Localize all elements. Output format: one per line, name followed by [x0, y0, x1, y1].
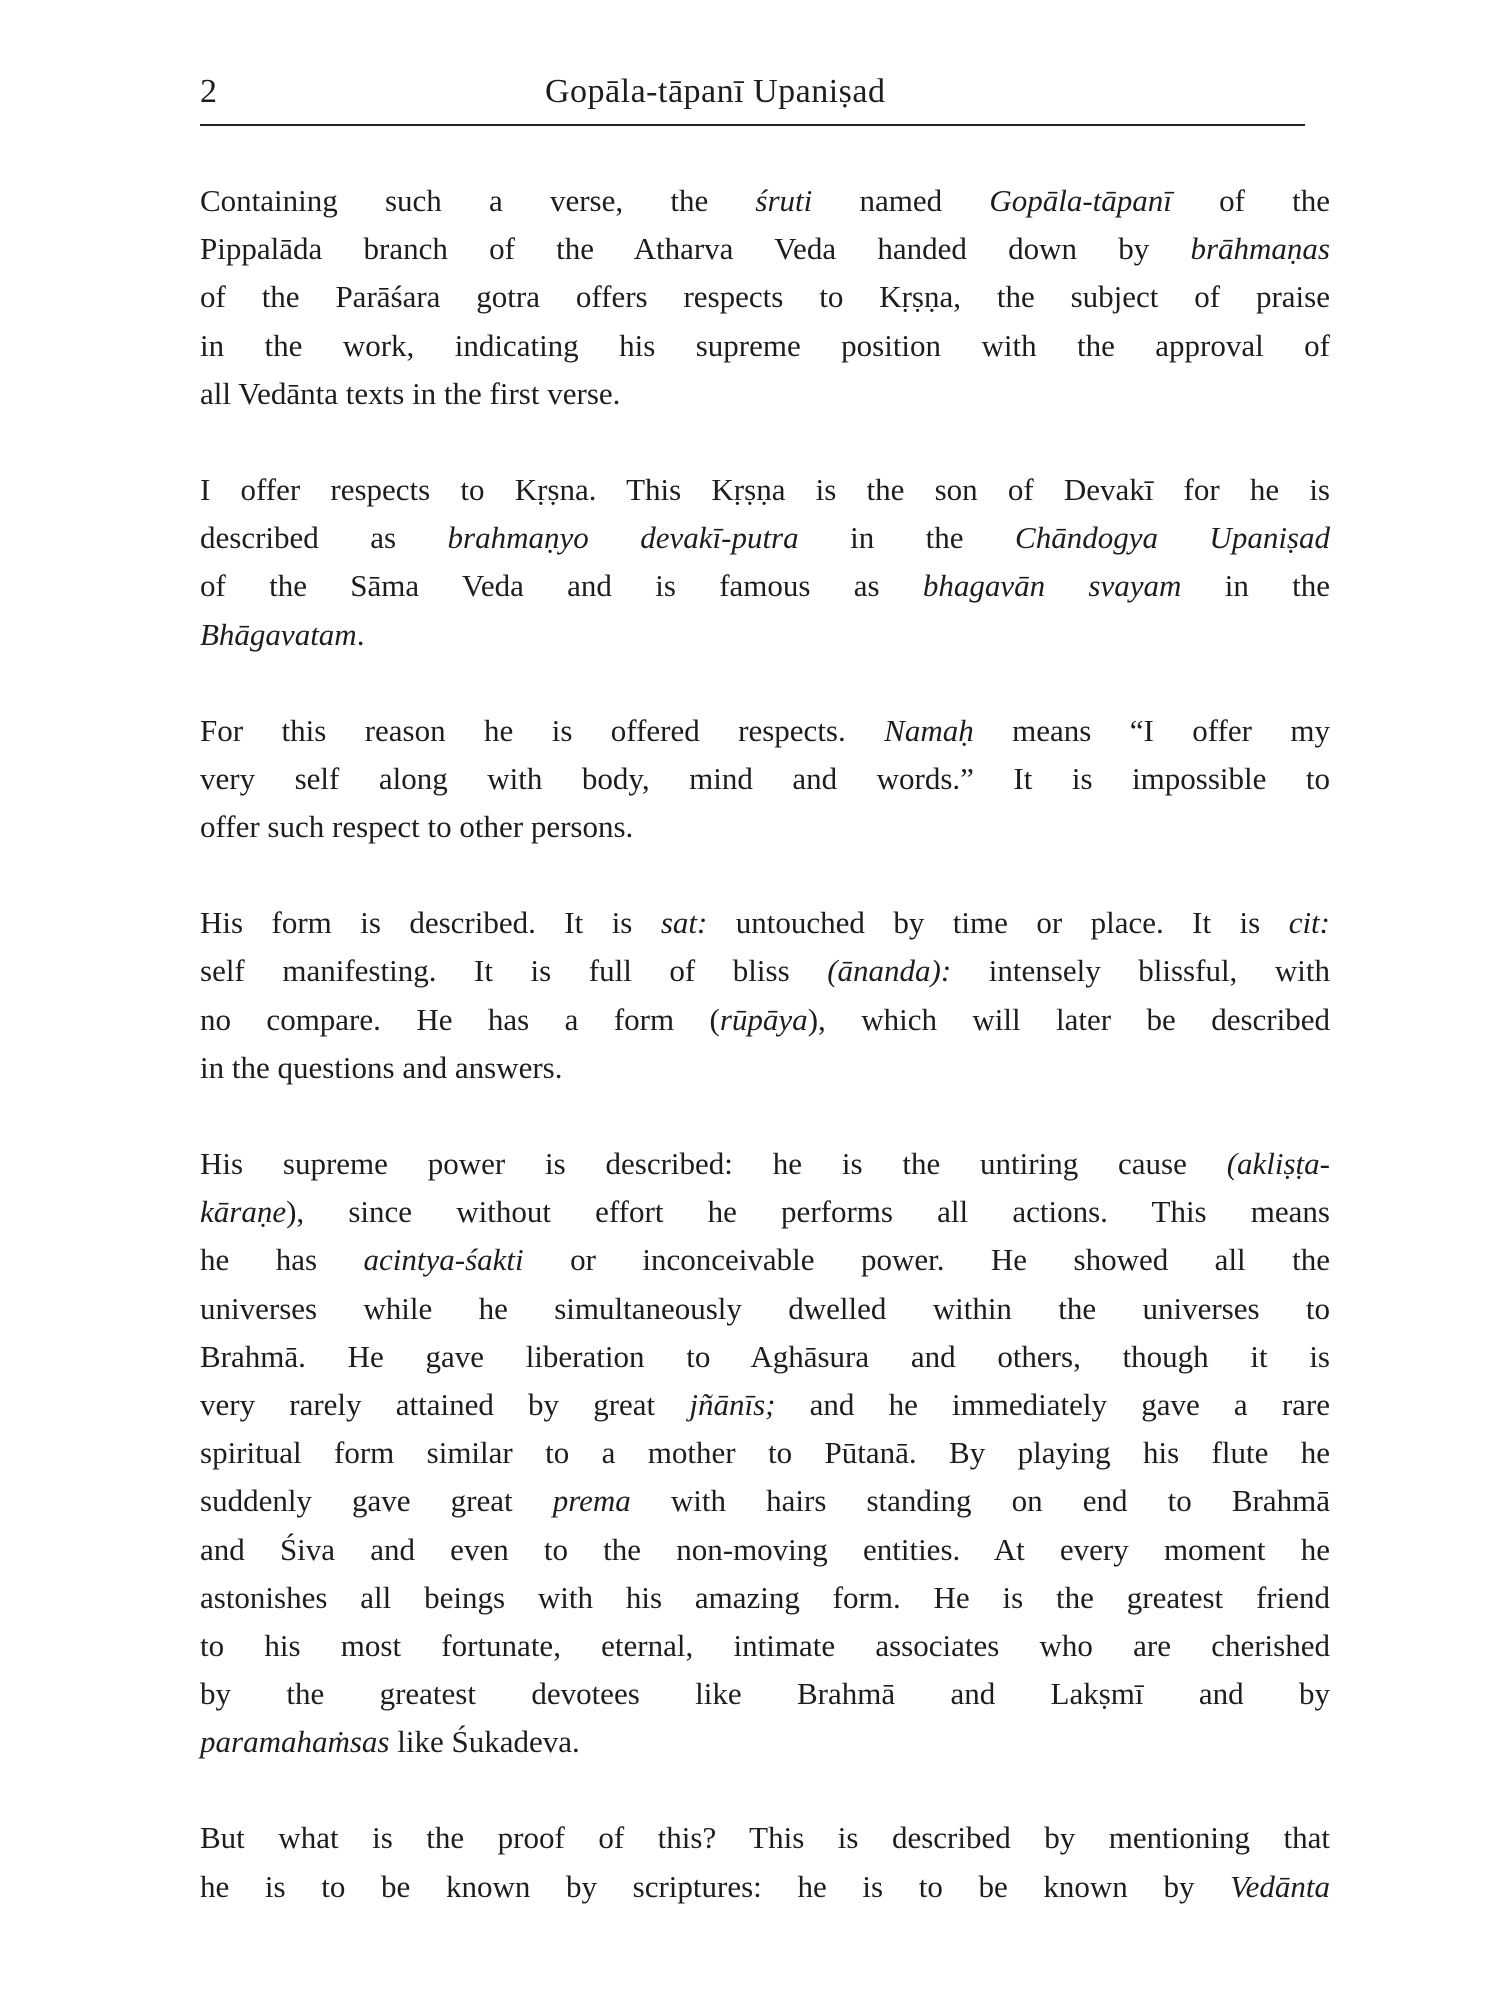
- text-run: with hairs standing on end to Brahmā: [630, 1483, 1330, 1519]
- text-line: [200, 370, 1330, 418]
- text-run: .: [356, 616, 365, 652]
- italic-term: (ānanda):: [827, 953, 952, 989]
- text-run: ), since without effort he performs all actions. This means: [286, 1194, 1330, 1230]
- text-run: intensely blissful, with: [951, 953, 1330, 989]
- text-line: [200, 466, 1330, 514]
- text-line: [200, 562, 1330, 610]
- text-run: ), which will later be described: [807, 1001, 1330, 1037]
- text-line: [200, 611, 1330, 659]
- text-run: offer such respect to other persons.: [200, 809, 634, 845]
- text-line: [200, 225, 1330, 273]
- italic-term: jñānīs;: [689, 1386, 776, 1422]
- text-run: His supreme power is described: he is the untiring cause: [200, 1146, 1227, 1181]
- text-run: astonishes all beings with his amazing form. He is the greatest friend: [200, 1579, 1330, 1615]
- italic-term: Namaḥ: [884, 712, 974, 748]
- text-run: For this reason he is offered respects.: [200, 712, 885, 748]
- text-line: [200, 1622, 1330, 1670]
- italic-term: brahmaṇyo devakī-putra: [447, 520, 799, 556]
- text-run: His form is described. It is: [200, 905, 661, 941]
- text-line: [200, 1140, 1330, 1188]
- text-run: universes while he simultaneously dwelled within the universes to: [200, 1290, 1330, 1326]
- italic-term: bhagavān svayam: [922, 568, 1182, 604]
- text-line: [200, 1333, 1330, 1381]
- text-run: self manifesting. It is full of bliss: [200, 953, 828, 989]
- text-line: [200, 707, 1330, 755]
- text-run: means “I offer my: [973, 712, 1330, 748]
- italic-term: Gopāla-tāpanī: [989, 183, 1172, 218]
- text-line: [200, 1477, 1330, 1525]
- italic-term: Bhāgavatam: [200, 616, 357, 652]
- italic-term: acintya-śakti: [363, 1242, 524, 1278]
- italic-term: rūpāya: [719, 1001, 808, 1037]
- text-line: [200, 1863, 1330, 1911]
- text-run: I offer respects to Kṛṣna. This Kṛṣṇa is the son of Devakī for he is: [200, 471, 1330, 507]
- text-line: [200, 273, 1330, 321]
- text-line: [200, 947, 1330, 995]
- text-run: spiritual form similar to a mother to Pūtanā. By playing his flute he: [200, 1435, 1330, 1471]
- text-run: Pippalāda branch of the Atharva Veda handed down by: [200, 231, 1191, 267]
- italic-term: (akliṣṭa-: [1226, 1146, 1330, 1181]
- text-run: he has: [200, 1242, 364, 1278]
- text-line: [200, 899, 1330, 947]
- running-title: Gopāla-tāpanī Upaniṣad: [545, 73, 886, 110]
- text-run: suddenly gave great: [200, 1483, 553, 1519]
- text-run: no compare. He has a form (: [200, 1001, 720, 1037]
- italic-term: sat:: [660, 905, 708, 941]
- paragraph: [200, 177, 1330, 418]
- text-line: [200, 1236, 1330, 1284]
- text-line: [200, 1526, 1330, 1574]
- text-line: [200, 1285, 1330, 1333]
- paragraph: [200, 1814, 1330, 1910]
- text-run: of the: [1171, 183, 1330, 218]
- text-run: of the Sāma Veda and is famous as: [200, 568, 923, 604]
- text-line: [200, 1381, 1330, 1429]
- italic-term: kāraṇe: [200, 1194, 287, 1230]
- text-run: named: [812, 183, 990, 218]
- text-run: very self along with body, mind and words.” It is impossible to: [200, 760, 1330, 796]
- text-run: or inconceivable power. He showed all the: [523, 1242, 1330, 1278]
- paragraph: [200, 707, 1330, 852]
- text-run: Containing such a verse, the: [200, 183, 756, 218]
- text-run: like Śukadeva.: [389, 1724, 580, 1760]
- text-run: in the work, indicating his supreme position with the approval of: [200, 327, 1330, 363]
- text-line: [200, 322, 1330, 370]
- text-run: he is to be known by scriptures: he is to be known by: [200, 1868, 1231, 1904]
- page-number: 2: [200, 73, 217, 110]
- text-line: [200, 803, 1330, 851]
- body-text: [200, 177, 1330, 1959]
- text-line: [200, 1574, 1330, 1622]
- text-line: [200, 514, 1330, 562]
- text-line: [200, 1718, 1330, 1766]
- text-run: very rarely attained by great: [200, 1386, 690, 1422]
- italic-term: Chāndogya Upaniṣad: [1015, 520, 1330, 556]
- paragraph: [200, 466, 1330, 659]
- paragraph: [200, 1140, 1330, 1766]
- text-run: and he immediately gave a rare: [775, 1386, 1330, 1422]
- italic-term: prema: [552, 1483, 631, 1519]
- paragraph: [200, 899, 1330, 1092]
- text-run: described as: [200, 520, 448, 556]
- text-run: by the greatest devotees like Brahmā and Lakṣmī and by: [200, 1676, 1330, 1712]
- text-run: in the questions and answers.: [200, 1049, 563, 1085]
- text-line: [200, 1814, 1330, 1862]
- text-run: of the Parāśara gotra offers respects to Kṛṣṇa, the subject of praise: [200, 279, 1330, 315]
- text-run: and Śiva and even to the non-moving entities. At every moment he: [200, 1531, 1330, 1567]
- text-line: [200, 1044, 1330, 1092]
- page-header: [200, 66, 1305, 126]
- italic-term: brāhmaṇas: [1190, 231, 1330, 267]
- text-run: all Vedānta texts in the first verse.: [200, 375, 621, 411]
- text-run: Brahmā. He gave liberation to Aghāsura and others, though it is: [200, 1338, 1330, 1374]
- text-line: [200, 996, 1330, 1044]
- text-run: in the: [798, 520, 1016, 556]
- italic-term: śruti: [755, 183, 813, 218]
- text-line: [200, 1188, 1330, 1236]
- text-line: [200, 1670, 1330, 1718]
- text-run: in the: [1181, 568, 1330, 604]
- text-run: untouched by time or place. It is: [707, 905, 1289, 941]
- text-line: [200, 1429, 1330, 1477]
- italic-term: cit:: [1288, 905, 1330, 941]
- text-run: to his most fortunate, eternal, intimate associates who are cherished: [200, 1627, 1330, 1663]
- text-line: [200, 755, 1330, 803]
- text-run: But what is the proof of this? This is described by mentioning that: [200, 1820, 1330, 1856]
- text-line: [200, 177, 1330, 225]
- italic-term: paramahaṁsas: [200, 1724, 390, 1760]
- italic-term: Vedānta: [1230, 1868, 1330, 1904]
